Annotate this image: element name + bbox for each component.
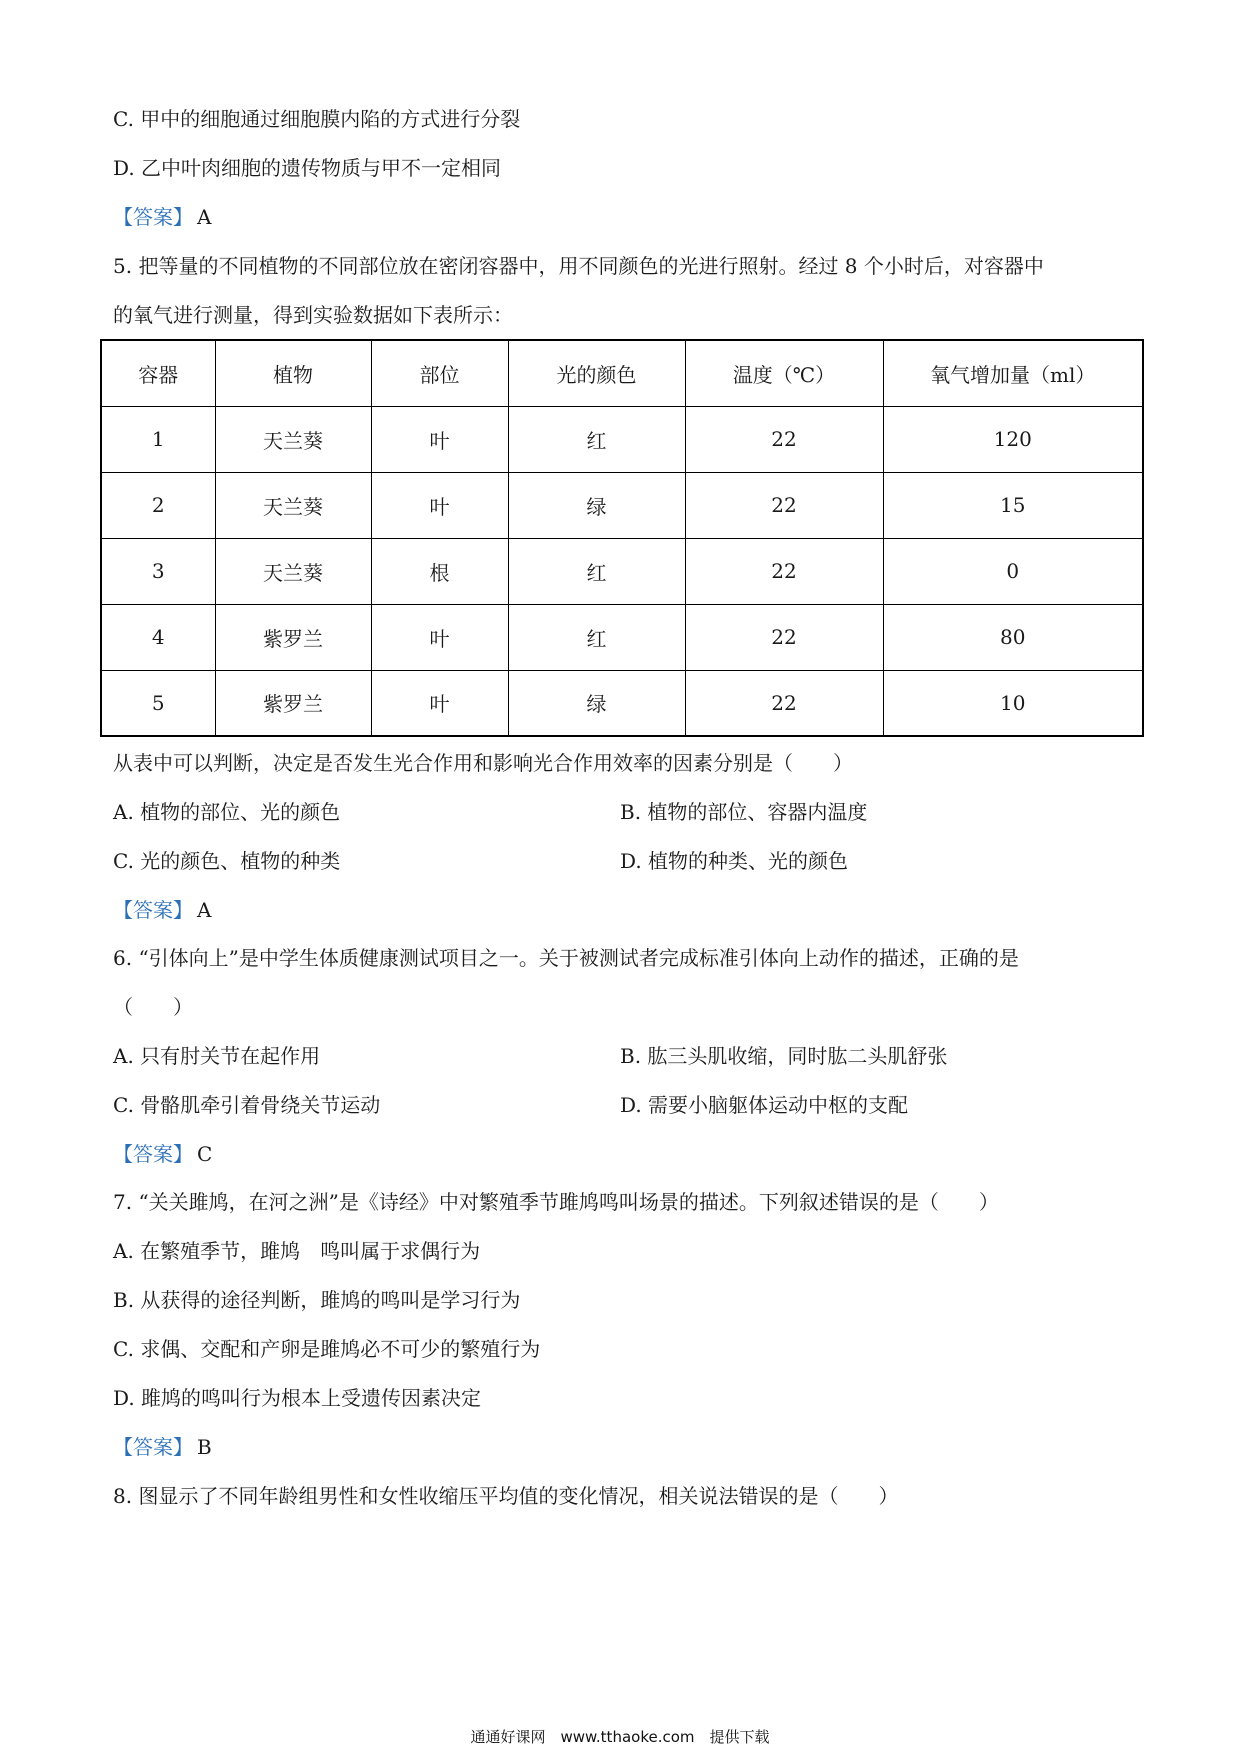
page-footer: 通通好课网 www.tthaoke.com 提供下载 (470, 1728, 770, 1746)
table-row (101, 604, 1143, 670)
q6-option-d: D. 需要小脑躯体运动中枢的支配 (620, 1093, 909, 1117)
q6-stem-line2: （ ） (113, 995, 193, 1019)
table-row (101, 406, 1143, 472)
answer-label: 答案 (133, 205, 173, 229)
table-cell: 红 (508, 406, 685, 472)
answer-label: 答案 (133, 1142, 173, 1166)
table-cell: 0 (883, 538, 1143, 604)
table-cell: 15 (883, 472, 1143, 538)
table-cell: 叶 (371, 670, 508, 736)
table-cell: 10 (883, 670, 1143, 736)
table-cell: 80 (883, 604, 1143, 670)
q5-option-d: D. 植物的种类、光的颜色 (620, 849, 849, 873)
q6-stem-line1: 6. “引体向上”是中学生体质健康测试项目之一。关于被测试者完成标准引体向上动作的描述，正确的是 (113, 946, 1019, 970)
q5-option-a: A. 植物的部位、光的颜色 (113, 800, 341, 824)
table-cell: 22 (685, 604, 883, 670)
q7-option-c: C. 求偶、交配和产卵是雎鸠必不可少的繁殖行为 (113, 1337, 541, 1361)
q8-stem: 8. 图显示了不同年龄组男性和女性收缩压平均值的变化情况，相关说法错误的是（ ） (113, 1484, 899, 1508)
table-cell: 3 (101, 538, 215, 604)
q5-option-c: C. 光的颜色、植物的种类 (113, 849, 341, 873)
header-cell: 氧气增加量（ml） (883, 340, 1143, 406)
q7-answer: 【答案】 B (113, 1435, 212, 1459)
table-row (101, 670, 1143, 736)
q5-question: 从表中可以判断，决定是否发生光合作用和影响光合作用效率的因素分别是（ ） (113, 751, 853, 775)
header-cell: 温度（℃） (685, 340, 883, 406)
q6-option-b: B. 肱三头肌收缩，同时肱二头肌舒张 (620, 1044, 948, 1068)
table-cell: 22 (685, 406, 883, 472)
table-cell: 叶 (371, 604, 508, 670)
q7-option-d: D. 雎鸠的鸣叫行为根本上受遗传因素决定 (113, 1386, 482, 1410)
table-cell: 绿 (508, 472, 685, 538)
q4-option-c: C. 甲中的细胞通过细胞膜内陷的方式进行分裂 (113, 107, 521, 131)
table-cell: 红 (508, 604, 685, 670)
table-cell: 绿 (508, 670, 685, 736)
q4-answer: 【答案】 A (113, 205, 212, 229)
table-row (101, 472, 1143, 538)
q5-answer: 【答案】 A (113, 898, 212, 922)
q4-option-d: D. 乙中叶肉细胞的遗传物质与甲不一定相同 (113, 156, 502, 180)
q6-option-a: A. 只有肘关节在起作用 (113, 1044, 321, 1068)
table-cell: 22 (685, 538, 883, 604)
table-cell: 5 (101, 670, 215, 736)
header-cell: 植物 (215, 340, 371, 406)
table-cell: 叶 (371, 406, 508, 472)
q5-stem-line2: 的氧气进行测量，得到实验数据如下表所示： (113, 303, 513, 327)
answer-label: 答案 (133, 1435, 173, 1459)
q7-stem: 7. “关关雎鸠，在河之洲”是《诗经》中对繁殖季节雎鸠鸣叫场景的描述。下列叙述错误的是（ ） (113, 1190, 999, 1214)
table-cell: 120 (883, 406, 1143, 472)
table-cell: 根 (371, 538, 508, 604)
q7-option-a: A. 在繁殖季节，雎鸠 鸣叫属于求偶行为 (113, 1239, 481, 1263)
q7-option-b: B. 从获得的途径判断，雎鸠的鸣叫是学习行为 (113, 1288, 521, 1312)
q6-answer: 【答案】 C (113, 1142, 213, 1166)
table-cell: 天兰葵 (215, 472, 371, 538)
table-row (101, 538, 1143, 604)
table-cell: 红 (508, 538, 685, 604)
table-cell: 紫罗兰 (215, 670, 371, 736)
table-cell: 天兰葵 (215, 538, 371, 604)
header-cell: 部位 (371, 340, 508, 406)
experiment-table (100, 339, 1144, 737)
table-cell: 22 (685, 472, 883, 538)
table-header-row (101, 340, 1143, 406)
answer-label: 答案 (133, 898, 173, 922)
q5-stem-line1: 5. 把等量的不同植物的不同部位放在密闭容器中，用不同颜色的光进行照射。经过 8 个小时后，对容器中 (113, 254, 1044, 278)
table-cell: 2 (101, 472, 215, 538)
table-cell: 22 (685, 670, 883, 736)
header-cell: 光的颜色 (508, 340, 685, 406)
header-cell: 容器 (101, 340, 215, 406)
table-cell: 叶 (371, 472, 508, 538)
table-cell: 1 (101, 406, 215, 472)
table-cell: 4 (101, 604, 215, 670)
q6-option-c: C. 骨骼肌牵引着骨绕关节运动 (113, 1093, 381, 1117)
table-cell: 紫罗兰 (215, 604, 371, 670)
table-cell: 天兰葵 (215, 406, 371, 472)
q5-option-b: B. 植物的部位、容器内温度 (620, 800, 868, 824)
